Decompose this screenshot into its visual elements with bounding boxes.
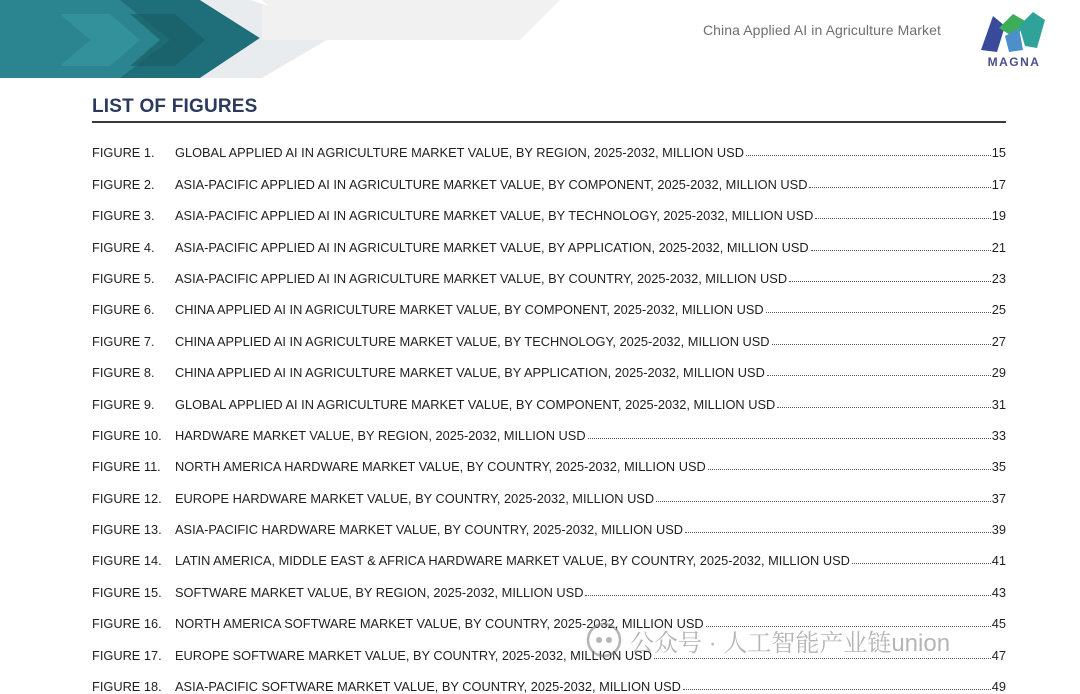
figure-page-number: 17 bbox=[991, 176, 1006, 192]
figure-entry[interactable] bbox=[92, 129, 1006, 160]
figure-title: ASIA-PACIFIC APPLIED AI IN AGRICULTURE MARKET VALUE, BY COMPONENT, 2025-2032, MILLION USD bbox=[175, 176, 808, 192]
figure-title: CHINA APPLIED AI IN AGRICULTURE MARKET VALUE, BY APPLICATION, 2025-2032, MILLION USD bbox=[175, 365, 765, 381]
figure-number: FIGURE 16. bbox=[92, 616, 162, 632]
figure-title: EUROPE HARDWARE MARKET VALUE, BY COUNTRY, 2025-2032, MILLION USD bbox=[175, 490, 655, 506]
figure-entry[interactable] bbox=[92, 474, 1006, 505]
figure-entry[interactable] bbox=[92, 506, 1006, 537]
dot-leader bbox=[683, 688, 991, 690]
figure-title: EUROPE SOFTWARE MARKET VALUE, BY COUNTRY, 2025-2032, MILLION USD bbox=[175, 647, 652, 663]
figure-title: GLOBAL APPLIED AI IN AGRICULTURE MARKET VALUE, BY REGION, 2025-2032, MILLION USD bbox=[175, 145, 744, 161]
figure-page-number: 47 bbox=[991, 647, 1006, 663]
figure-entry[interactable] bbox=[92, 537, 1006, 568]
figure-entry[interactable] bbox=[92, 380, 1006, 411]
figure-number: FIGURE 12. bbox=[92, 490, 162, 506]
figure-number: FIGURE 6. bbox=[92, 302, 155, 318]
dot-leader bbox=[815, 217, 990, 219]
figure-entry[interactable] bbox=[92, 631, 1006, 662]
dot-leader bbox=[685, 531, 991, 533]
figure-title: ASIA-PACIFIC APPLIED AI IN AGRICULTURE MARKET VALUE, BY TECHNOLOGY, 2025-2032, MILLION USD bbox=[175, 208, 814, 224]
figure-entry[interactable] bbox=[92, 223, 1006, 254]
figure-entry[interactable] bbox=[92, 568, 1006, 599]
figure-entry[interactable] bbox=[92, 160, 1006, 191]
watermark-text: 公众号 · 人工智能产业链union bbox=[630, 629, 951, 657]
dot-leader bbox=[767, 374, 991, 376]
figure-number: FIGURE 7. bbox=[92, 333, 155, 349]
figure-number: FIGURE 4. bbox=[92, 239, 155, 255]
dot-leader bbox=[809, 186, 990, 188]
figure-number: FIGURE 15. bbox=[92, 584, 162, 600]
figure-number: FIGURE 11. bbox=[92, 459, 161, 475]
dot-leader bbox=[789, 280, 991, 282]
figure-title: CHINA APPLIED AI IN AGRICULTURE MARKET VALUE, BY TECHNOLOGY, 2025-2032, MILLION USD bbox=[175, 333, 770, 349]
figure-entry[interactable] bbox=[92, 349, 1006, 380]
dot-leader bbox=[852, 562, 991, 564]
figure-number: FIGURE 18. bbox=[92, 679, 162, 694]
figure-title: ASIA-PACIFIC SOFTWARE MARKET VALUE, BY COUNTRY, 2025-2032, MILLION USD bbox=[175, 679, 681, 694]
figure-title: NORTH AMERICA SOFTWARE MARKET VALUE, BY COUNTRY, 2025-2032, MILLION USD bbox=[175, 616, 704, 632]
figure-title: HARDWARE MARKET VALUE, BY REGION, 2025-2032, MILLION USD bbox=[175, 427, 586, 443]
figure-entry[interactable] bbox=[92, 663, 1006, 694]
figure-page-number: 15 bbox=[991, 145, 1006, 161]
figure-page-number: 43 bbox=[991, 584, 1006, 600]
header-banner bbox=[0, 0, 1080, 85]
figure-number: FIGURE 13. bbox=[92, 522, 162, 538]
figure-page-number: 37 bbox=[991, 490, 1006, 506]
figure-page-number: 27 bbox=[991, 333, 1006, 349]
report-title: China Applied AI in Agriculture Market bbox=[702, 22, 941, 38]
figure-number: FIGURE 14. bbox=[92, 553, 162, 569]
figure-number: FIGURE 9. bbox=[92, 396, 155, 412]
figure-page-number: 25 bbox=[991, 302, 1006, 318]
figure-page-number: 39 bbox=[991, 522, 1006, 538]
figure-title: ASIA-PACIFIC APPLIED AI IN AGRICULTURE MARKET VALUE, BY APPLICATION, 2025-2032, MILLION USD bbox=[175, 239, 809, 255]
figure-title: LATIN AMERICA, MIDDLE EAST & AFRICA HARDWARE MARKET VALUE, BY COUNTRY, 2025-2032, MILLION USD bbox=[175, 553, 850, 569]
figure-list bbox=[92, 129, 1006, 694]
dot-leader bbox=[656, 500, 991, 502]
figure-title: GLOBAL APPLIED AI IN AGRICULTURE MARKET VALUE, BY COMPONENT, 2025-2032, MILLION USD bbox=[175, 396, 776, 412]
figure-page-number: 35 bbox=[991, 459, 1006, 475]
figure-page-number: 23 bbox=[991, 270, 1006, 286]
figure-number: FIGURE 5. bbox=[92, 270, 155, 286]
dot-leader bbox=[777, 406, 991, 408]
figure-page-number: 31 bbox=[991, 396, 1006, 412]
figure-entry[interactable] bbox=[92, 443, 1006, 474]
dot-leader bbox=[772, 343, 991, 345]
dot-leader bbox=[766, 311, 991, 313]
dot-leader bbox=[811, 249, 991, 251]
figure-page-number: 41 bbox=[991, 553, 1006, 569]
figure-number: FIGURE 10. bbox=[92, 427, 162, 443]
logo-text: MAGNA bbox=[987, 55, 1041, 69]
figure-page-number: 49 bbox=[991, 679, 1006, 694]
figure-entry[interactable] bbox=[92, 600, 1006, 631]
figure-page-number: 19 bbox=[991, 208, 1006, 224]
figure-title: CHINA APPLIED AI IN AGRICULTURE MARKET VALUE, BY COMPONENT, 2025-2032, MILLION USD bbox=[175, 302, 764, 318]
figure-entry[interactable] bbox=[92, 255, 1006, 286]
figure-number: FIGURE 1. bbox=[92, 145, 155, 161]
figure-title: NORTH AMERICA HARDWARE MARKET VALUE, BY COUNTRY, 2025-2032, MILLION USD bbox=[175, 459, 706, 475]
logo-mark-icon bbox=[975, 8, 1051, 58]
section-title: LIST OF FIGURES bbox=[92, 96, 258, 117]
dot-leader bbox=[654, 657, 991, 659]
figure-number: FIGURE 2. bbox=[92, 176, 155, 192]
figure-page-number: 33 bbox=[991, 427, 1006, 443]
dot-leader bbox=[708, 468, 991, 470]
title-divider bbox=[92, 121, 1006, 123]
figure-page-number: 21 bbox=[991, 239, 1006, 255]
figure-entry[interactable] bbox=[92, 317, 1006, 348]
header-chevron-graphic bbox=[0, 0, 1080, 85]
dot-leader bbox=[588, 437, 991, 439]
figure-title: SOFTWARE MARKET VALUE, BY REGION, 2025-2032, MILLION USD bbox=[175, 584, 584, 600]
dot-leader bbox=[585, 594, 990, 596]
figure-entry[interactable] bbox=[92, 286, 1006, 317]
figure-title: ASIA-PACIFIC APPLIED AI IN AGRICULTURE MARKET VALUE, BY COUNTRY, 2025-2032, MILLION USD bbox=[175, 270, 788, 286]
figure-page-number: 45 bbox=[991, 616, 1006, 632]
figure-title: ASIA-PACIFIC HARDWARE MARKET VALUE, BY COUNTRY, 2025-2032, MILLION USD bbox=[175, 522, 683, 538]
figure-entry[interactable] bbox=[92, 412, 1006, 443]
figure-page-number: 29 bbox=[991, 365, 1006, 381]
figure-number: FIGURE 17. bbox=[92, 647, 162, 663]
figure-entry[interactable] bbox=[92, 192, 1006, 223]
figure-number: FIGURE 3. bbox=[92, 208, 155, 224]
figure-number: FIGURE 8. bbox=[92, 365, 155, 381]
dot-leader bbox=[746, 154, 991, 156]
dot-leader bbox=[706, 625, 991, 627]
